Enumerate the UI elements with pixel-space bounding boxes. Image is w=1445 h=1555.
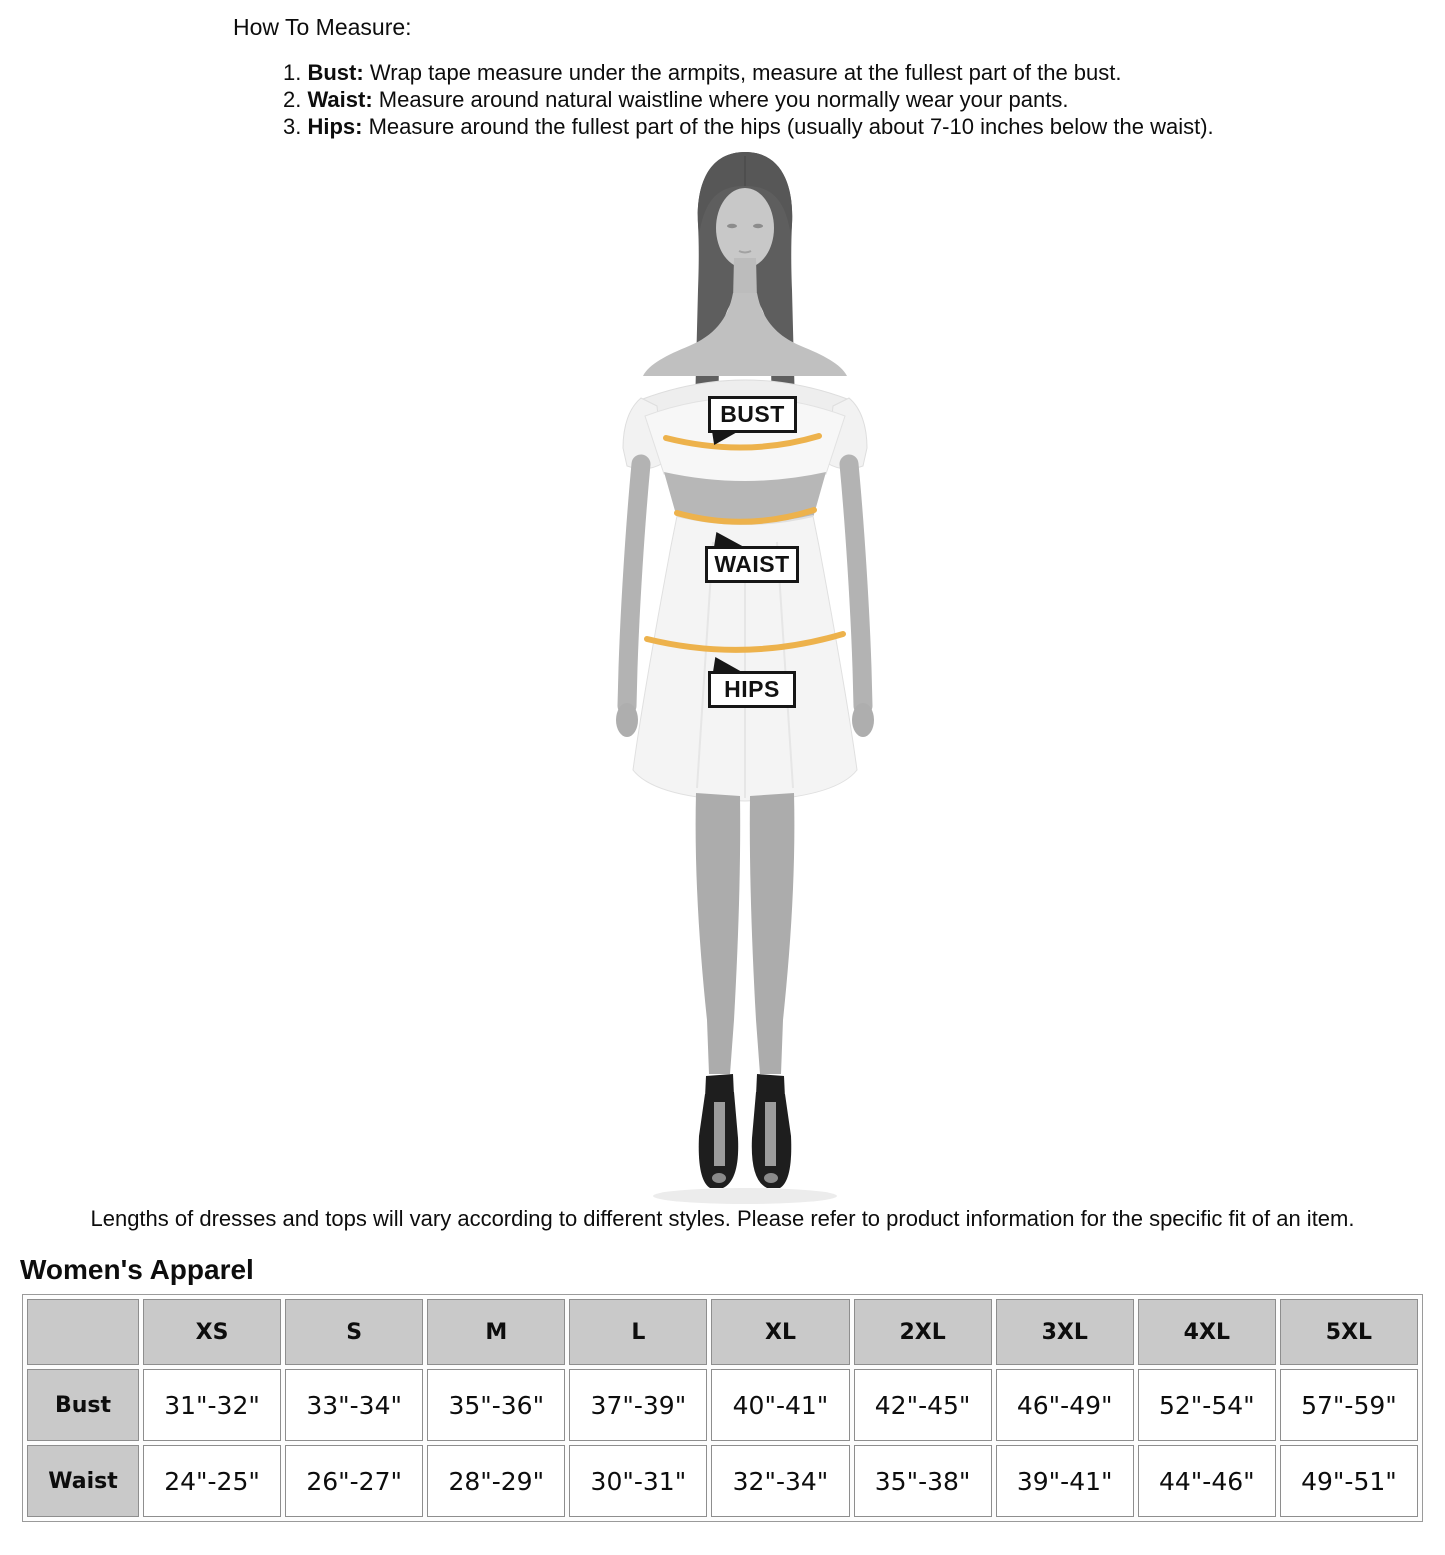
instruction-bust xyxy=(283,59,1214,86)
waist-value-cell: 24"-25" xyxy=(143,1445,281,1517)
instruction-waist xyxy=(283,86,1214,113)
instruction-number: 3. xyxy=(283,114,302,139)
bust-value-cell: 57"-59" xyxy=(1280,1369,1418,1441)
bust-value-cell: 31"-32" xyxy=(143,1369,281,1441)
row-label-bust: Bust xyxy=(27,1369,139,1441)
size-col-header: XS xyxy=(143,1299,281,1365)
size-col-header: 5XL xyxy=(1280,1299,1418,1365)
waist-value-cell: 26"-27" xyxy=(285,1445,423,1517)
size-col-header: 3XL xyxy=(996,1299,1134,1365)
size-col-header: 2XL xyxy=(854,1299,992,1365)
bust-value-cell: 33"-34" xyxy=(285,1369,423,1441)
row-label-waist: Waist xyxy=(27,1445,139,1517)
bust-value-cell: 35"-36" xyxy=(427,1369,565,1441)
waist-value-cell: 32"-34" xyxy=(711,1445,849,1517)
size-col-header: 4XL xyxy=(1138,1299,1276,1365)
instruction-text: Wrap tape measure under the armpits, measure at the fullest part of the bust. xyxy=(369,60,1122,85)
measure-instructions-list xyxy=(283,59,1214,140)
how-to-measure-title: How To Measure: xyxy=(233,14,412,40)
instruction-term: Bust: xyxy=(307,60,364,85)
size-col-header: L xyxy=(569,1299,707,1365)
bust-value-cell: 46"-49" xyxy=(996,1369,1134,1441)
size-header-row xyxy=(27,1299,1418,1365)
bust-value-cell: 42"-45" xyxy=(854,1369,992,1441)
waist-value-cell: 35"-38" xyxy=(854,1445,992,1517)
bust-value-cell: 52"-54" xyxy=(1138,1369,1276,1441)
bust-row xyxy=(27,1369,1418,1441)
instruction-term: Waist: xyxy=(307,87,373,112)
bust-value-cell: 37"-39" xyxy=(569,1369,707,1441)
size-col-header: S xyxy=(285,1299,423,1365)
size-col-header: XL xyxy=(711,1299,849,1365)
instruction-term: Hips: xyxy=(307,114,363,139)
waist-value-cell: 28"-29" xyxy=(427,1445,565,1517)
waist-row xyxy=(27,1445,1418,1517)
instruction-text: Measure around natural waistline where you normally wear your pants. xyxy=(378,87,1069,112)
instruction-text: Measure around the fullest part of the hips (usually about 7-10 inches below the waist). xyxy=(368,114,1214,139)
size-col-header: M xyxy=(427,1299,565,1365)
corner-cell xyxy=(27,1299,139,1365)
waist-callout-label: WAIST xyxy=(705,546,799,583)
waist-value-cell: 30"-31" xyxy=(569,1445,707,1517)
bust-callout-label: BUST xyxy=(708,396,797,433)
instruction-number: 2. xyxy=(283,87,302,112)
hips-callout-label: HIPS xyxy=(708,671,796,708)
measurement-figure xyxy=(595,148,895,1208)
bust-value-cell: 40"-41" xyxy=(711,1369,849,1441)
waist-value-cell: 44"-46" xyxy=(1138,1445,1276,1517)
instruction-number: 1. xyxy=(283,60,302,85)
size-chart-table xyxy=(22,1294,1423,1522)
waist-value-cell: 49"-51" xyxy=(1280,1445,1418,1517)
instruction-hips xyxy=(283,113,1214,140)
waist-value-cell: 39"-41" xyxy=(996,1445,1134,1517)
size-chart-title: Women's Apparel xyxy=(20,1254,254,1285)
fit-note: Lengths of dresses and tops will vary according to different styles. Please refer to product information for the specific fit of an item. xyxy=(90,1206,1355,1231)
